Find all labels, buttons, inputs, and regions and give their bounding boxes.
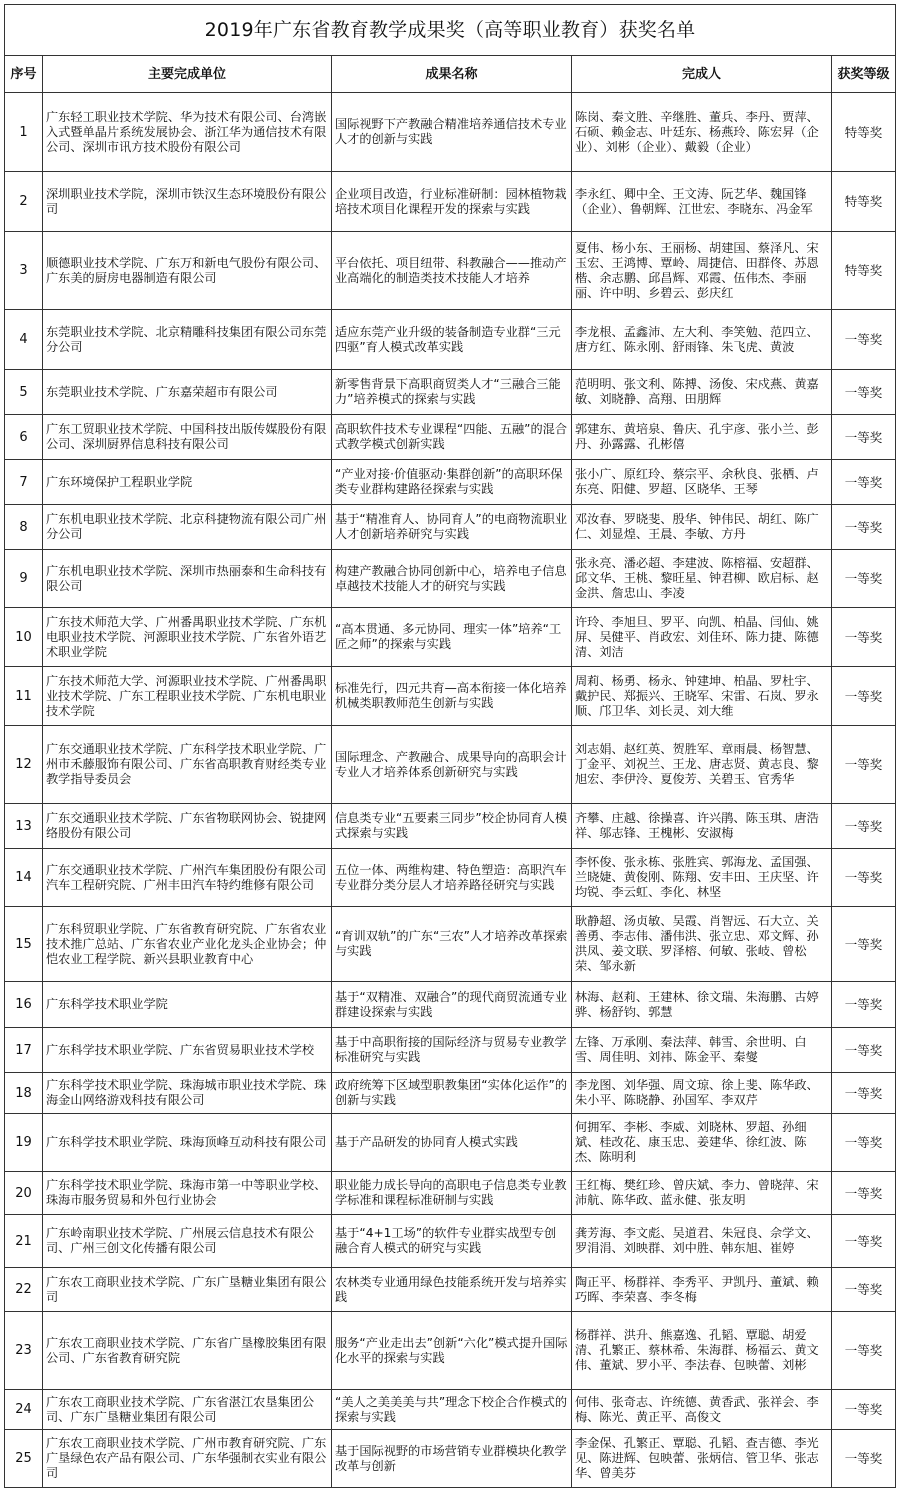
row-index: 7 <box>5 460 43 505</box>
row-people: 李龙图、刘华强、周文琼、徐上斐、陈华政、朱小平、陈晓静、孙国军、李双芹 <box>572 1073 832 1114</box>
row-award-level: 特等奖 <box>832 232 896 310</box>
row-achievement-name: 企业项目改造，行业标准研制：园林植物栽培技术项目化课程开发的探索与实践 <box>332 172 572 232</box>
column-header-index: 序号 <box>5 56 43 93</box>
table-row <box>5 1390 896 1430</box>
table-row <box>5 1312 896 1390</box>
row-achievement-name: 基于中高职衔接的国际经济与贸易专业教学标准研究与实践 <box>332 1028 572 1073</box>
table-row <box>5 1215 896 1268</box>
table-body <box>5 93 896 1488</box>
row-units: 广东岭南职业技术学院、广州展云信息技术有限公司、广州三创文化传播有限公司 <box>43 1215 332 1268</box>
row-index: 16 <box>5 982 43 1028</box>
row-units: 广东农工商职业技术学院、广州市教育研究院、广东广垦绿色农产品有限公司、广东华强制衣实业有限公司 <box>43 1430 332 1488</box>
row-award-level: 一等奖 <box>832 1215 896 1268</box>
table-row <box>5 370 896 415</box>
row-units: 广东技术师范大学、河源职业技术学院、广州番禺职业技术学院、广东工程职业技术学院、广东机电职业技术学院 <box>43 667 332 726</box>
row-index: 18 <box>5 1073 43 1114</box>
table-row <box>5 1073 896 1114</box>
row-units: 顺德职业技术学院、广东万和新电气股份有限公司、广东美的厨房电器制造有限公司 <box>43 232 332 310</box>
table-row <box>5 982 896 1028</box>
row-people: 郭建东、黄培泉、鲁庆、孔宇彦、张小兰、彭丹、孙露露、孔彬僖 <box>572 415 832 460</box>
row-award-level: 一等奖 <box>832 982 896 1028</box>
row-units: 广东环境保护工程职业学院 <box>43 460 332 505</box>
row-index: 4 <box>5 310 43 370</box>
row-index: 2 <box>5 172 43 232</box>
row-people: 李金保、孔繁正、覃聪、孔韬、查吉德、李光见、陈进辉、包映蕾、张炳信、管卫华、张志华、曾美芬 <box>572 1430 832 1488</box>
row-achievement-name: 适应东莞产业升级的装备制造专业群“三元四驱”育人模式改革实践 <box>332 310 572 370</box>
row-index: 15 <box>5 907 43 982</box>
row-achievement-name: 构建产教融合协同创新中心，培养电子信息卓越技术技能人才的研究与实践 <box>332 550 572 608</box>
table-row <box>5 93 896 172</box>
row-index: 11 <box>5 667 43 726</box>
row-index: 12 <box>5 726 43 804</box>
table-row <box>5 505 896 550</box>
row-people: 李怀俊、张永栋、张胜宾、郭海龙、孟国强、兰晓婕、黄俊刚、陈翔、安丰田、王庆坚、许均锐、李云虹、李化、林坚 <box>572 849 832 907</box>
row-units: 广东科学技术职业学院、珠海城市职业技术学院、珠海金山网络游戏科技有限公司 <box>43 1073 332 1114</box>
row-people: 耿静超、汤贞敏、吴霞、肖智远、石大立、关善勇、李志伟、潘伟洪、张立忠、邓文辉、孙洪凤、姜文联、罗泽榕、何敏、张岐、曾松荣、邹永新 <box>572 907 832 982</box>
row-award-level: 一等奖 <box>832 310 896 370</box>
row-award-level: 一等奖 <box>832 1172 896 1215</box>
row-achievement-name: “高本贯通、多元协同、理实一体”培养“工匠之师”的探索与实践 <box>332 608 572 667</box>
row-index: 19 <box>5 1114 43 1172</box>
table-row <box>5 907 896 982</box>
row-people: 何拥军、李彬、李威、刘晓林、罗超、孙细斌、桂改花、康玉忠、姜建华、徐红波、陈杰、陈明利 <box>572 1114 832 1172</box>
table-row <box>5 460 896 505</box>
column-header-units: 主要完成单位 <box>43 56 332 93</box>
award-table <box>4 4 896 1488</box>
row-award-level: 一等奖 <box>832 415 896 460</box>
row-award-level: 一等奖 <box>832 1430 896 1488</box>
row-units: 广东科学技术职业学院、广东省贸易职业技术学校 <box>43 1028 332 1073</box>
row-units: 广东农工商职业技术学院、广东省湛江农垦集团公司、广东广垦糖业集团有限公司 <box>43 1390 332 1430</box>
row-achievement-name: 基于“精准育人、协同育人”的电商物流职业人才创新培养研究与实践 <box>332 505 572 550</box>
row-people: 陶正平、杨群祥、李秀平、尹凯丹、董斌、赖巧晖、李荣喜、李冬梅 <box>572 1268 832 1312</box>
table-row <box>5 1430 896 1488</box>
row-index: 9 <box>5 550 43 608</box>
row-units: 广东交通职业技术学院、广州汽车集团股份有限公司汽车工程研究院、广州丰田汽车特约维修有限公司 <box>43 849 332 907</box>
row-achievement-name: 政府统筹下区域型职教集团“实体化运作”的创新与实践 <box>332 1073 572 1114</box>
row-units: 广东科学技术职业学院、珠海顶峰互动科技有限公司 <box>43 1114 332 1172</box>
row-units: 东莞职业技术学院、北京精雕科技集团有限公司东莞分公司 <box>43 310 332 370</box>
row-people: 夏伟、杨小东、王丽杨、胡建国、蔡泽凡、宋玉宏、王鸿博、覃岭、周捷信、田群佟、苏恩楷、余志鹏、邱昌辉、邓霞、伍伟杰、李丽丽、许中明、乡碧云、彭庆红 <box>572 232 832 310</box>
table-row <box>5 804 896 849</box>
row-units: 广东轻工职业技术学院、华为技术有限公司、台湾嵌入式暨单晶片系统发展协会、浙江华为通信技术有限公司、深圳市讯方技术股份有限公司 <box>43 93 332 172</box>
row-award-level: 一等奖 <box>832 907 896 982</box>
row-award-level: 一等奖 <box>832 505 896 550</box>
table-row <box>5 232 896 310</box>
row-units: 深圳职业技术学院，深圳市铁汉生态环境股份有限公司 <box>43 172 332 232</box>
row-people: 许玲、李旭旦、罗平、向凯、柏晶、闫仙、姚屏、吴健平、肖政宏、刘佳环、陈力捷、陈德清、刘洁 <box>572 608 832 667</box>
row-people: 张永亮、潘必超、李建波、陈榕福、安超群、邱文华、王桃、黎旺星、钟君柳、欧启标、赵金洪、詹忠山、李凌 <box>572 550 832 608</box>
row-index: 20 <box>5 1172 43 1215</box>
row-units: 广东农工商职业技术学院、广东广垦糖业集团有限公司 <box>43 1268 332 1312</box>
row-achievement-name: 基于国际视野的市场营销专业群模块化教学改革与创新 <box>332 1430 572 1488</box>
row-index: 1 <box>5 93 43 172</box>
row-award-level: 特等奖 <box>832 172 896 232</box>
row-achievement-name: 服务“产业走出去”创新“六化”模式提升国际化水平的探索与实践 <box>332 1312 572 1390</box>
row-units: 广东交通职业技术学院、广东科学技术职业学院、广州市禾藤服饰有限公司、广东省高职教育财经类专业教学指导委员会 <box>43 726 332 804</box>
row-index: 6 <box>5 415 43 460</box>
row-people: 齐攀、庄越、徐操喜、许兴鹃、陈玉琪、唐浩祥、邬志锋、王槐彬、安淑梅 <box>572 804 832 849</box>
row-achievement-name: 高职软件技术专业课程“四能、五融”的混合式教学模式创新实践 <box>332 415 572 460</box>
row-index: 14 <box>5 849 43 907</box>
row-units: 广东交通职业技术学院、广东省物联网协会、锐捷网络股份有限公司 <box>43 804 332 849</box>
row-achievement-name: “产业对接·价值驱动·集群创新”的高职环保类专业群构建路径探索与实践 <box>332 460 572 505</box>
row-award-level: 一等奖 <box>832 1114 896 1172</box>
row-achievement-name: 新零售背景下高职商贸类人才“三融合三能力”培养模式的探索与实践 <box>332 370 572 415</box>
row-award-level: 一等奖 <box>832 726 896 804</box>
row-index: 5 <box>5 370 43 415</box>
row-achievement-name: 基于产品研发的协同育人模式实践 <box>332 1114 572 1172</box>
row-index: 8 <box>5 505 43 550</box>
row-achievement-name: 平台依托、项目纽带、科教融合——推动产业高端化的制造类技术技能人才培养 <box>332 232 572 310</box>
row-award-level: 一等奖 <box>832 1073 896 1114</box>
row-index: 3 <box>5 232 43 310</box>
row-achievement-name: “美人之美美美与共”理念下校企合作模式的探索与实践 <box>332 1390 572 1430</box>
row-award-level: 一等奖 <box>832 608 896 667</box>
row-award-level: 一等奖 <box>832 804 896 849</box>
row-award-level: 特等奖 <box>832 93 896 172</box>
row-award-level: 一等奖 <box>832 1312 896 1390</box>
row-award-level: 一等奖 <box>832 849 896 907</box>
row-people: 刘志娟、赵红英、贺胜军、章雨晨、杨智慧、丁金平、刘祝兰、王龙、唐志贤、黄志良、黎旭宏、李伊泠、夏俊芳、关碧玉、官秀华 <box>572 726 832 804</box>
table-row <box>5 550 896 608</box>
row-award-level: 一等奖 <box>832 1268 896 1312</box>
row-award-level: 一等奖 <box>832 550 896 608</box>
row-achievement-name: 基于“双精准、双融合”的现代商贸流通专业群建设探索与实践 <box>332 982 572 1028</box>
row-people: 王红梅、樊红珍、曾庆斌、李力、曾晓萍、宋沛航、陈华政、蓝永健、张友明 <box>572 1172 832 1215</box>
table-row <box>5 667 896 726</box>
row-units: 广东农工商职业技术学院、广东省广垦橡胶集团有限公司、广东省教育研究院 <box>43 1312 332 1390</box>
row-award-level: 一等奖 <box>832 1028 896 1073</box>
row-achievement-name: 五位一体、两维构建、特色塑造：高职汽车专业群分类分层人才培养路径研究与实践 <box>332 849 572 907</box>
title-row <box>5 5 896 56</box>
row-units: 广东技术师范大学、广州番禺职业技术学院、广东机电职业技术学院、河源职业技术学院、广东省外语艺术职业学院 <box>43 608 332 667</box>
row-people: 龚芳海、李文彪、吴道君、朱冠良、佘学文、罗涓涓、刘映群、刘中胜、韩东旭、崔婷 <box>572 1215 832 1268</box>
award-list-sheet <box>4 4 895 1488</box>
row-index: 24 <box>5 1390 43 1430</box>
row-people: 何伟、张奇志、许统德、黄香武、张祥会、李梅、陈光、黄正平、高俊文 <box>572 1390 832 1430</box>
table-row <box>5 608 896 667</box>
table-row <box>5 849 896 907</box>
row-achievement-name: 农林类专业通用绿色技能系统开发与培养实践 <box>332 1268 572 1312</box>
row-index: 22 <box>5 1268 43 1312</box>
row-people: 左锋、万承刚、秦法萍、韩雪、余世明、白雪、周佳明、刘祎、陈金平、秦燮 <box>572 1028 832 1073</box>
row-units: 广东机电职业技术学院、北京科捷物流有限公司广州分公司 <box>43 505 332 550</box>
row-units: 广东机电职业技术学院、深圳市热丽泰和生命科技有限公司 <box>43 550 332 608</box>
row-units: 广东科学技术职业学院 <box>43 982 332 1028</box>
table-row <box>5 172 896 232</box>
row-achievement-name: 国际视野下产教融合精准培养通信技术专业人才的创新与实践 <box>332 93 572 172</box>
row-people: 范明明、张文利、陈搏、汤俊、宋戍燕、黄嘉敏、刘晓静、高翔、田朋辉 <box>572 370 832 415</box>
row-award-level: 一等奖 <box>832 460 896 505</box>
column-header-level: 获奖等级 <box>832 56 896 93</box>
row-achievement-name: 信息类专业“五要素三同步”校企协同育人模式探索与实践 <box>332 804 572 849</box>
row-index: 21 <box>5 1215 43 1268</box>
row-units: 广东科学技术职业学院、珠海市第一中等职业学校、珠海市服务贸易和外包行业协会 <box>43 1172 332 1215</box>
column-header-achievement: 成果名称 <box>332 56 572 93</box>
row-units: 广东工贸职业技术学院、中国科技出版传媒股份有限公司、深圳厨界信息科技有限公司 <box>43 415 332 460</box>
row-people: 周莉、杨勇、杨永、钟建坤、柏晶、罗杜宇、戴护民、郑振兴、王晓军、宋雷、石岚、罗永顺、邝卫华、刘长灵、刘大维 <box>572 667 832 726</box>
row-achievement-name: 标准先行，四元共育—高本衔接一体化培养机械类职教师范生创新与实践 <box>332 667 572 726</box>
row-units: 东莞职业技术学院、广东嘉荣超市有限公司 <box>43 370 332 415</box>
row-achievement-name: 国际理念、产教融合、成果导向的高职会计专业人才培养体系创新研究与实践 <box>332 726 572 804</box>
table-row <box>5 1028 896 1073</box>
row-people: 杨群祥、洪升、熊嘉逸、孔韬、覃聪、胡爱清、孔繁正、蔡林希、朱海群、杨福云、黄文伟、董斌、罗小平、李法春、包映蕾、刘彬 <box>572 1312 832 1390</box>
row-award-level: 一等奖 <box>832 667 896 726</box>
row-index: 10 <box>5 608 43 667</box>
row-achievement-name: “育训双轨”的广东“三农”人才培养改革探索与实践 <box>332 907 572 982</box>
table-row <box>5 1268 896 1312</box>
row-index: 13 <box>5 804 43 849</box>
table-row <box>5 1172 896 1215</box>
header-row <box>5 56 896 93</box>
row-units: 广东科贸职业学院、广东省教育研究院、广东省农业技术推广总站、广东省农业产业化龙头企业协会；仲恺农业工程学院、新兴县职业教育中心 <box>43 907 332 982</box>
row-people: 李龙根、孟鑫沛、左大利、李笑勉、范四立、唐方红、陈永刚、舒雨锋、朱飞虎、黄波 <box>572 310 832 370</box>
column-header-people: 完成人 <box>572 56 832 93</box>
table-row <box>5 415 896 460</box>
row-index: 17 <box>5 1028 43 1073</box>
row-people: 陈岗、秦文胜、辛继胜、董兵、李丹、贾萍、石硕、赖金志、叶廷东、杨燕玲、陈宏昇（企业）、刘彬（企业）、戴毅（企业） <box>572 93 832 172</box>
row-achievement-name: 职业能力成长导向的高职电子信息类专业教学标准和课程标准研制与实践 <box>332 1172 572 1215</box>
table-row <box>5 726 896 804</box>
row-award-level: 一等奖 <box>832 1390 896 1430</box>
row-index: 23 <box>5 1312 43 1390</box>
row-people: 张小广、原红玲、蔡宗平、余秋良、张栖、卢东亮、阳健、罗超、区晓华、王琴 <box>572 460 832 505</box>
table-row <box>5 1114 896 1172</box>
page-title: 2019年广东省教育教学成果奖（高等职业教育）获奖名单 <box>5 5 896 56</box>
row-people: 李永红、卿中全、王文涛、阮艺华、魏国锋（企业）、鲁朝辉、江世宏、李晓东、冯金军 <box>572 172 832 232</box>
table-row <box>5 310 896 370</box>
row-people: 邓汝春、罗晓斐、殷华、钟伟民、胡红、陈广仁、刘显煌、王晨、李敏、方丹 <box>572 505 832 550</box>
row-award-level: 一等奖 <box>832 370 896 415</box>
row-index: 25 <box>5 1430 43 1488</box>
row-people: 林海、赵莉、王建林、徐文瑞、朱海鹏、古婷骅、杨舒钧、郭慧 <box>572 982 832 1028</box>
row-achievement-name: 基于“4+1工场”的软件专业群实战型专创融合育人模式的研究与实践 <box>332 1215 572 1268</box>
